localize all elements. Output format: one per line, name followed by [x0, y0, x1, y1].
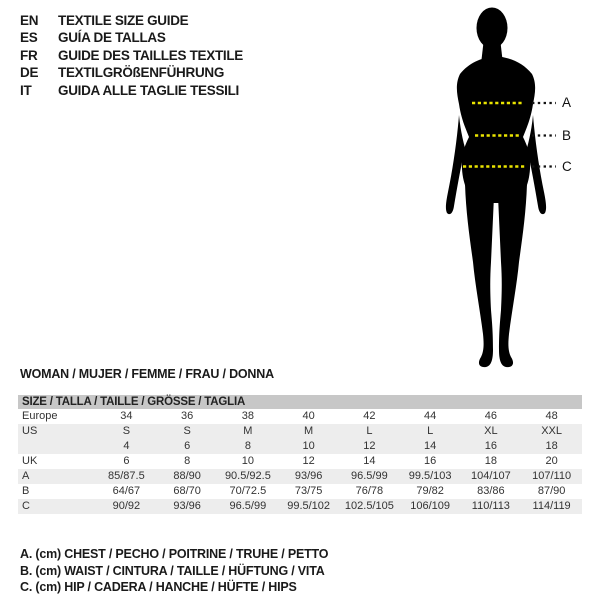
- row-label: A: [22, 470, 30, 482]
- size-value: 44: [424, 410, 437, 422]
- language-label: GUIDA ALLE TAGLIE TESSILI: [58, 82, 239, 98]
- language-code: IT: [20, 82, 32, 98]
- size-value: 12: [363, 440, 376, 452]
- measurement-legend: [20, 546, 328, 596]
- table-row: [18, 484, 582, 499]
- size-value: L: [366, 425, 373, 437]
- size-table-body: [18, 409, 582, 514]
- size-value: 18: [545, 440, 558, 452]
- size-value: 83/86: [477, 485, 505, 497]
- language-row: [20, 12, 243, 29]
- measure-label-b: B: [562, 128, 572, 143]
- language-code: DE: [20, 65, 39, 81]
- table-row: [18, 439, 582, 454]
- size-value: 14: [424, 440, 437, 452]
- size-value: 99.5/103: [408, 470, 452, 482]
- size-value: 8: [184, 455, 191, 467]
- size-value: 68/70: [173, 485, 201, 497]
- size-value: 102.5/105: [344, 500, 394, 512]
- size-value: 48: [545, 410, 558, 422]
- size-value: 88/90: [173, 470, 201, 482]
- size-value: 4: [123, 440, 130, 452]
- table-row: [18, 469, 582, 484]
- legend-line: A. (cm) CHEST / PECHO / POITRINE / TRUHE / PETTO: [20, 547, 329, 561]
- size-value: XL: [484, 425, 498, 437]
- language-code: ES: [20, 30, 38, 46]
- row-label: Europe: [22, 410, 58, 422]
- size-value: S: [183, 425, 191, 437]
- size-value: XXL: [541, 425, 563, 437]
- row-label: B: [22, 485, 30, 497]
- size-value: 16: [424, 455, 437, 467]
- size-value: 18: [484, 455, 497, 467]
- size-value: 76/78: [355, 485, 384, 497]
- size-value: 93/96: [294, 470, 323, 482]
- measure-label-a: A: [562, 95, 572, 110]
- legend-line: C. (cm) HIP / CADERA / HANCHE / HÜFTE / HIPS: [20, 580, 297, 595]
- size-value: 104/107: [470, 470, 511, 482]
- language-row: [20, 47, 243, 64]
- size-value: 20: [545, 455, 558, 467]
- size-value: M: [304, 425, 314, 437]
- size-value: 34: [120, 410, 133, 422]
- row-label: US: [22, 425, 38, 437]
- size-value: 99.5/102: [287, 500, 331, 512]
- size-value: 79/82: [416, 485, 444, 497]
- language-list: [20, 12, 243, 99]
- size-table-header: SIZE / TALLA / TAILLE / GRÖSSE / TAGLIA: [18, 395, 582, 409]
- table-row: [18, 499, 582, 514]
- size-value: 70/72.5: [229, 485, 267, 497]
- table-row: [18, 454, 582, 469]
- woman-silhouette: [446, 8, 546, 368]
- size-value: M: [243, 425, 253, 437]
- size-value: 36: [181, 410, 194, 422]
- table-row: [18, 409, 582, 424]
- size-value: 10: [302, 440, 315, 452]
- row-label: [18, 439, 96, 454]
- size-value: 96.5/99: [351, 470, 388, 482]
- size-value: 16: [484, 440, 497, 452]
- size-value: 12: [302, 455, 315, 467]
- language-label: GUÍA DE TALLAS: [58, 30, 166, 46]
- language-row: [20, 82, 243, 99]
- woman-silhouette-icon: [430, 0, 600, 372]
- size-value: 107/110: [532, 470, 572, 482]
- size-value: 46: [484, 410, 497, 422]
- measure-label-c: C: [562, 159, 572, 174]
- size-value: 93/96: [173, 500, 201, 512]
- size-value: 38: [241, 410, 254, 422]
- language-label: GUIDE DES TAILLES TEXTILE: [58, 47, 244, 63]
- size-value: 8: [244, 440, 251, 452]
- legend-line: B. (cm) WAIST / CINTURA / TAILLE / HÜFTUNG / VITA: [20, 563, 325, 578]
- size-value: 90.5/92.5: [224, 470, 271, 482]
- size-value: S: [122, 425, 131, 437]
- size-value: 42: [363, 410, 376, 422]
- size-value: 106/109: [410, 500, 450, 512]
- size-value: 14: [363, 455, 376, 467]
- size-value: 85/87.5: [108, 470, 145, 482]
- size-value: 10: [241, 455, 254, 467]
- size-value: 110/113: [471, 500, 510, 512]
- size-value: 6: [123, 455, 130, 467]
- row-label: C: [22, 500, 30, 512]
- size-value: 64/67: [112, 485, 141, 497]
- size-value: L: [427, 425, 434, 437]
- row-label: UK: [22, 455, 38, 467]
- language-row: [20, 64, 243, 81]
- size-value: 87/90: [537, 485, 566, 497]
- size-value: 96.5/99: [229, 500, 267, 512]
- language-row: [20, 29, 243, 46]
- language-label: TEXTILGRÖßENFÜHRUNG: [58, 65, 225, 81]
- language-code: EN: [20, 13, 39, 28]
- size-value: 90/92: [112, 500, 141, 512]
- section-title: WOMAN / MUJER / FEMME / FRAU / DONNA: [20, 367, 274, 381]
- language-label: TEXTILE SIZE GUIDE: [58, 13, 189, 28]
- size-value: 73/75: [294, 485, 323, 497]
- size-value: 114/119: [532, 500, 571, 512]
- size-value: 40: [302, 410, 315, 422]
- size-table: [18, 395, 582, 514]
- table-row: [18, 424, 582, 439]
- language-code: FR: [20, 47, 38, 63]
- size-value: 6: [184, 440, 191, 452]
